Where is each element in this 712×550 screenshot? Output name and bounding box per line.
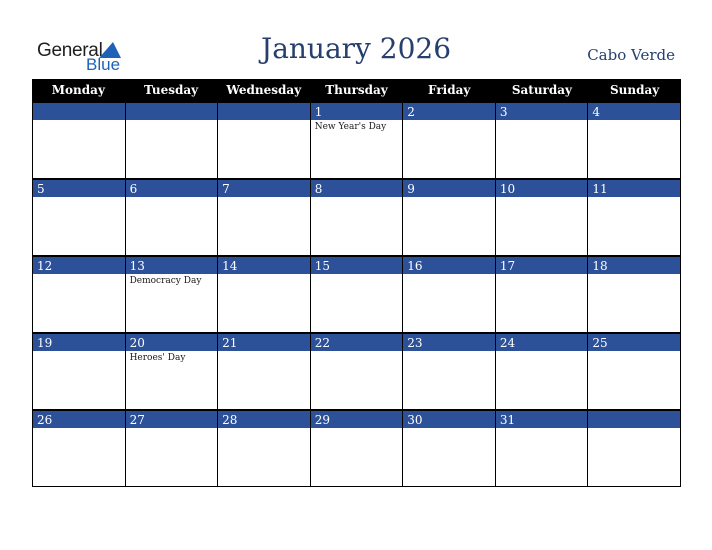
day-cell (496, 102, 589, 179)
day-number: 3 (496, 102, 588, 120)
day-cell (311, 410, 404, 487)
day-number: 14 (218, 256, 310, 274)
day-cell (126, 410, 219, 487)
day-number: 18 (588, 256, 680, 274)
weekday-header: Wednesday (226, 83, 302, 97)
day-cell (126, 333, 219, 410)
day-cell (311, 102, 404, 179)
day-cell (33, 102, 126, 179)
day-cell (403, 410, 496, 487)
day-number: 11 (588, 179, 680, 197)
day-number: 6 (126, 179, 218, 197)
weekday-header: Thursday (325, 83, 388, 97)
day-number: 17 (496, 256, 588, 274)
day-cell (588, 102, 681, 179)
day-cell (311, 333, 404, 410)
day-number: 10 (496, 179, 588, 197)
day-number: 21 (218, 333, 310, 351)
holiday-label: Heroes' Day (129, 353, 186, 363)
day-number: 19 (33, 333, 125, 351)
week-row (32, 410, 681, 487)
day-cell (126, 102, 219, 179)
logo-text-blue: Blue (86, 55, 121, 74)
day-number: 27 (126, 410, 218, 428)
day-number (218, 102, 310, 120)
day-number: 12 (33, 256, 125, 274)
day-cell (496, 256, 589, 333)
weekday-header: Monday (51, 83, 105, 97)
day-number: 31 (496, 410, 588, 428)
page-title: January 2026 (260, 32, 452, 65)
week-row (32, 179, 681, 256)
day-number: 4 (588, 102, 680, 120)
weekday-header-row (32, 79, 681, 102)
day-number: 30 (403, 410, 495, 428)
day-cell (126, 179, 219, 256)
country-label: Cabo Verde (587, 46, 675, 64)
day-number (588, 410, 680, 428)
day-cell (126, 256, 219, 333)
day-cell (588, 410, 681, 487)
day-number: 26 (33, 410, 125, 428)
day-number (33, 102, 125, 120)
day-number: 16 (403, 256, 495, 274)
day-number: 23 (403, 333, 495, 351)
weekday-header: Saturday (511, 83, 572, 97)
day-cell (33, 410, 126, 487)
day-cell (588, 179, 681, 256)
weekday-header: Sunday (610, 83, 660, 97)
calendar-grid (32, 79, 681, 486)
week-row (32, 102, 681, 179)
day-number (126, 102, 218, 120)
day-number: 20 (126, 333, 218, 351)
day-cell (218, 102, 311, 179)
day-cell (496, 410, 589, 487)
day-number: 22 (311, 333, 403, 351)
day-number: 8 (311, 179, 403, 197)
day-cell (218, 333, 311, 410)
weeks-container (32, 102, 681, 487)
day-cell (496, 333, 589, 410)
day-number: 7 (218, 179, 310, 197)
day-cell (403, 179, 496, 256)
day-cell (218, 410, 311, 487)
day-cell (403, 333, 496, 410)
day-cell (33, 333, 126, 410)
day-cell (496, 179, 589, 256)
day-cell (218, 256, 311, 333)
day-cell (33, 256, 126, 333)
holiday-label: New Year's Day (314, 122, 387, 132)
day-number: 24 (496, 333, 588, 351)
day-cell (588, 256, 681, 333)
day-number: 5 (33, 179, 125, 197)
day-cell (218, 179, 311, 256)
day-number: 1 (311, 102, 403, 120)
day-cell (403, 102, 496, 179)
weekday-header: Tuesday (144, 83, 199, 97)
week-row (32, 256, 681, 333)
day-number: 13 (126, 256, 218, 274)
day-cell (588, 333, 681, 410)
day-cell (311, 179, 404, 256)
day-number: 15 (311, 256, 403, 274)
day-number: 2 (403, 102, 495, 120)
day-number: 28 (218, 410, 310, 428)
day-cell (403, 256, 496, 333)
holiday-label: Democracy Day (129, 276, 202, 286)
day-cell (33, 179, 126, 256)
day-number: 25 (588, 333, 680, 351)
day-cell (311, 256, 404, 333)
day-number: 9 (403, 179, 495, 197)
week-row (32, 333, 681, 410)
weekday-header: Friday (428, 83, 471, 97)
day-number: 29 (311, 410, 403, 428)
logo-text-general: General (37, 40, 103, 61)
